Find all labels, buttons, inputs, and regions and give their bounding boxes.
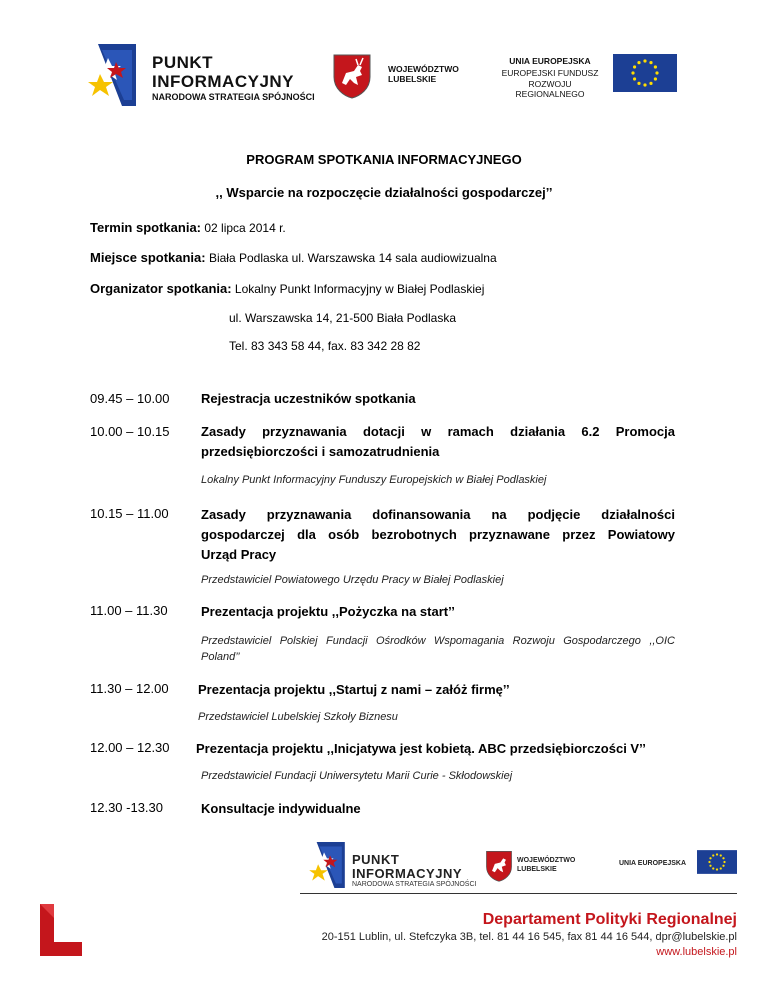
agenda-time: 10.00 – 10.15	[90, 424, 170, 439]
footer-ue-label: UNIA EUROPEJSKA	[619, 860, 687, 867]
footer-divider	[300, 893, 737, 894]
header-woj-line2: LUBELSKIE	[388, 74, 437, 84]
agenda-topic-cont: gospodarczej dla osób bezrobotnych przyznawane przez Powiatowy	[201, 527, 675, 542]
termin-row	[90, 220, 286, 235]
lubelskie-coat-of-arms-icon	[485, 850, 513, 882]
agenda-topic: Konsultacje indywidualne	[201, 801, 361, 816]
footer-punkt-line2: INFORMACYJNY	[352, 866, 463, 881]
agenda-topic: Prezentacja projektu ,,Pożyczka na start’’	[201, 604, 455, 619]
eu-flag-icon	[613, 54, 677, 92]
agenda-time: 12.30 -13.30	[90, 800, 164, 815]
organizator-label: Organizator spotkania:	[90, 281, 232, 296]
agenda-topic: Rejestracja uczestników spotkania	[201, 391, 416, 406]
agenda-topic-cont: Urząd Pracy	[201, 547, 277, 562]
punkt-informacyjny-logo-icon	[88, 44, 136, 106]
agenda-topic-cont: przedsiębiorczości i samozatrudnienia	[201, 444, 440, 459]
agenda-time: 10.15 – 11.00	[90, 506, 169, 521]
agenda-speaker: Przedstawiciel Lubelskiej Szkoły Biznesu	[198, 711, 398, 723]
punkt-informacyjny-logo-icon	[309, 842, 345, 888]
miejsce-label: Miejsce spotkania:	[90, 250, 206, 265]
header-punkt-sub: NARODOWA STRATEGIA SPÓJNOŚCI	[152, 92, 315, 102]
header-woj-line1: WOJEWÓDZTWO	[388, 64, 459, 74]
miejsce-value: Biała Podlaska ul. Warszawska 14 sala audiowizualna	[205, 251, 497, 265]
agenda-time: 11.00 – 11.30	[90, 603, 168, 618]
header-ue-line2: EUROPEJSKI FUNDUSZ	[501, 68, 599, 78]
footer-website-link[interactable]: www.lubelskie.pl	[656, 946, 737, 958]
eu-flag-icon	[697, 848, 737, 876]
header-punkt-line1: PUNKT	[152, 53, 214, 72]
miejsce-row	[90, 250, 497, 265]
termin-label: Termin spotkania:	[90, 220, 202, 235]
footer-punkt-sub: NARODOWA STRATEGIA SPÓJNOŚCI	[352, 881, 477, 888]
agenda-speaker: Przedstawiciel Polskiej Fundacji Ośrodków Wspomagania Rozwoju Gospodarczego ,,OIC	[201, 635, 675, 647]
agenda-speaker: Przedstawiciel Powiatowego Urzędu Pracy w Białej Podlaskiej	[201, 574, 504, 586]
agenda-speaker-cont: Poland’’	[201, 651, 240, 663]
agenda-speaker: Przedstawiciel Fundacji Uniwersytetu Marii Curie - Skłodowskiej	[201, 770, 513, 782]
agenda-time: 09.45 – 10.00	[90, 391, 170, 406]
footer-woj-line1: WOJEWÓDZTWO	[517, 857, 576, 864]
agenda-topic: Prezentacja projektu ,,Inicjatywa jest kobietą. ABC przedsiębiorczości V’’	[196, 741, 646, 756]
lubelskie-l-logo-icon	[36, 902, 84, 958]
organizator-row	[90, 281, 484, 296]
footer-address: 20-151 Lublin, ul. Stefczyka 3B, tel. 81 44 16 545, fax 81 44 16 544, dpr@lubelskie.pl	[321, 931, 737, 943]
agenda-time: 11.30 – 12.00	[90, 681, 169, 696]
document-subtitle: ,, Wsparcie na rozpoczęcie działalności gospodarczej’’	[215, 185, 553, 200]
agenda-topic: Zasady przyznawania dofinansowania na podjęcie działalności	[201, 507, 675, 522]
agenda-topic: Zasady przyznawania dotacji w ramach działania 6.2 Promocja	[201, 424, 675, 439]
organizator-value: Lokalny Punkt Informacyjny w Białej Podlaskiej	[231, 282, 485, 296]
agenda-topic: Prezentacja projektu ,,Startuj z nami – załóż firmę’’	[198, 682, 510, 697]
header-ue-line1: UNIA EUROPEJSKA	[509, 56, 591, 66]
agenda-speaker: Lokalny Punkt Informacyjny Funduszy Europejskich w Białej Podlaskiej	[201, 474, 547, 486]
footer-punkt-line1: PUNKT	[352, 852, 400, 867]
agenda-time: 12.00 – 12.30	[90, 740, 170, 755]
footer-department: Departament Polityki Regionalnej	[482, 911, 737, 928]
organizer-phone: Tel. 83 343 58 44, fax. 83 342 28 82	[229, 339, 421, 353]
document-title: PROGRAM SPOTKANIA INFORMACYJNEGO	[246, 152, 522, 167]
header-ue-line3: ROZWOJU REGIONALNEGO	[515, 79, 585, 99]
termin-value: 02 lipca 2014 r.	[201, 221, 286, 235]
header-punkt-line2: INFORMACYJNY	[152, 72, 295, 91]
lubelskie-coat-of-arms-icon	[332, 53, 372, 99]
footer-woj-line2: LUBELSKIE	[517, 866, 557, 873]
organizer-address: ul. Warszawska 14, 21-500 Biała Podlaska	[229, 311, 457, 325]
